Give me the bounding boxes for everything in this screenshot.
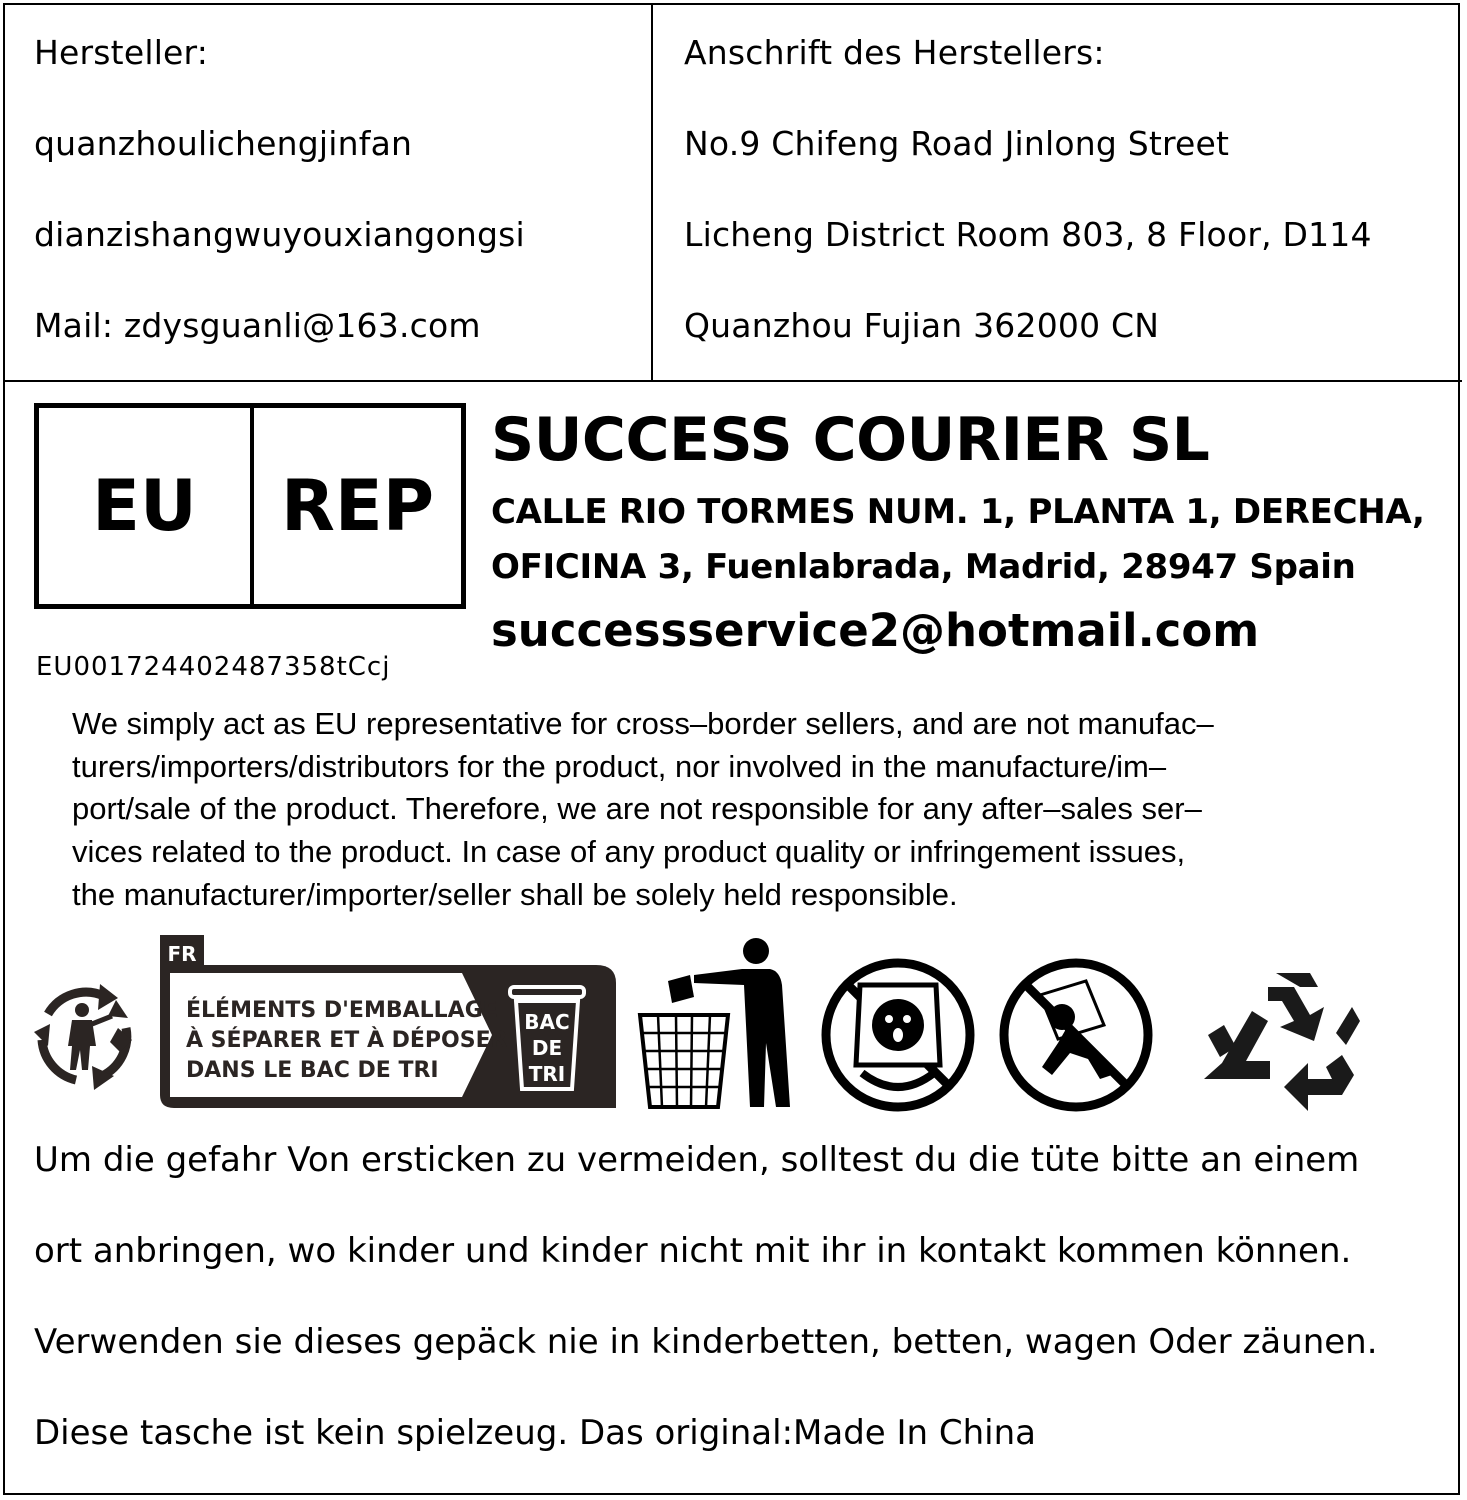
manufacturer-name-line2: dianzishangwuyouxiangongsi <box>34 215 525 254</box>
recycle-icon <box>1204 973 1360 1111</box>
disclaimer-line: We simply act as EU representative for cross–border sellers, and are not manufac– <box>72 706 1214 741</box>
triman-info-badge <box>160 935 616 1108</box>
manufacturer-name-line1: quanzhoulichengjinfan <box>34 124 413 163</box>
manufacturer-mail: Mail: zdysguanli@163.com <box>34 306 481 345</box>
warning-line: ort anbringen, wo kinder und kinder nicht mit ihr in kontakt kommen können. <box>34 1231 1352 1271</box>
triman-icon <box>34 984 132 1090</box>
rep-label: REP <box>280 465 435 547</box>
no-baby-bag-icon <box>1004 963 1148 1107</box>
manufacturer-heading: Hersteller: <box>34 33 209 72</box>
disclaimer-line: vices related to the product. In case of any product quality or infringement issues, <box>72 834 1186 870</box>
divider-horizontal <box>3 380 1462 382</box>
eu-label: EU <box>92 465 197 547</box>
triman-line2: À SÉPARER ET À DÉPOSER <box>186 1028 508 1053</box>
disclaimer-paragraph <box>72 703 1442 916</box>
triman-line3: DANS LE BAC DE TRI <box>186 1058 439 1083</box>
address-heading: Anschrift des Herstellers: <box>684 33 1105 72</box>
bin-line2: DE <box>531 1036 563 1060</box>
disclaimer-line: the manufacturer/importer/seller shall be solely held responsible. <box>72 876 958 912</box>
address-line2: Licheng District Room 803, 8 Floor, D114 <box>684 215 1372 254</box>
disclaimer-line: port/sale of the product. Therefore, we are not responsible for any after–sales ser– <box>72 791 1202 827</box>
divider-vertical <box>651 3 653 381</box>
symbols-row <box>0 925 1467 1125</box>
triman-line1: ÉLÉMENTS D'EMBALLAGE <box>186 998 498 1023</box>
triman-country: FR <box>167 942 197 966</box>
tidyman-icon <box>640 938 790 1107</box>
no-bag-over-head-icon <box>826 963 970 1107</box>
rep-email: successservice2@hotmail.com <box>491 604 1260 657</box>
warning-line: Diese tasche ist kein spielzeug. Das original:Made In China <box>34 1413 1037 1453</box>
warning-line: Um die gefahr Von ersticken zu vermeiden, solltest du die tüte bitte an einem <box>34 1140 1360 1180</box>
warning-line: Verwenden sie dieses gepäck nie in kinderbetten, betten, wagen Oder zäunen. <box>34 1322 1378 1362</box>
rep-address-line1: CALLE RIO TORMES NUM. 1, PLANTA 1, DERECHA, <box>491 492 1425 532</box>
eu-rep-badge <box>34 403 466 609</box>
rep-address-line2: OFICINA 3, Fuenlabrada, Madrid, 28947 Spain <box>491 547 1356 587</box>
rep-company-name: SUCCESS COURIER SL <box>491 405 1210 475</box>
eu-rep-code: EU001724402487358tCcj <box>36 652 391 682</box>
address-line3: Quanzhou Fujian 362000 CN <box>684 306 1160 345</box>
disclaimer-line: turers/importers/distributors for the product, nor involved in the manufacture/im– <box>72 748 1167 784</box>
bin-line1: BAC <box>524 1010 570 1034</box>
bin-line3: TRI <box>528 1062 566 1086</box>
address-line1: No.9 Chifeng Road Jinlong Street <box>684 124 1230 163</box>
